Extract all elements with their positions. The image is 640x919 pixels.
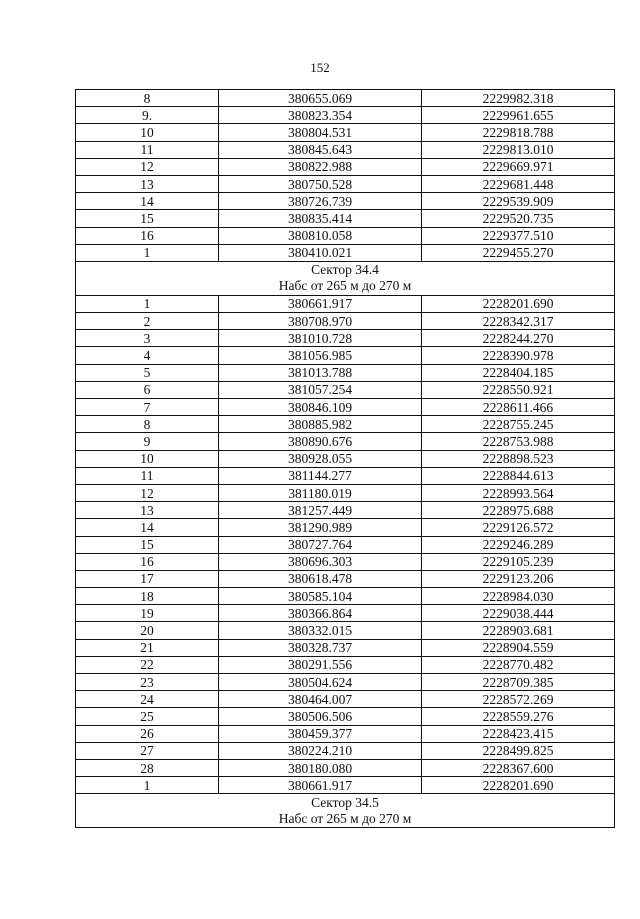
y-coordinate-cell: 2228984.030 (422, 588, 615, 605)
table-row (76, 227, 615, 244)
x-coordinate-cell: 380890.676 (219, 433, 422, 450)
point-number-cell: 6 (76, 381, 219, 398)
table-row (76, 467, 615, 484)
sector-header-row (76, 261, 615, 295)
x-coordinate-cell: 380750.528 (219, 175, 422, 192)
point-number-cell: 22 (76, 656, 219, 673)
table-row (76, 416, 615, 433)
x-coordinate-cell: 381257.449 (219, 502, 422, 519)
y-coordinate-cell: 2229539.909 (422, 193, 615, 210)
point-number-cell: 24 (76, 691, 219, 708)
point-number-cell: 8 (76, 416, 219, 433)
sector-altitude-range: Набс от 265 м до 270 м (278, 278, 412, 294)
point-number-cell: 21 (76, 639, 219, 656)
table-row (76, 570, 615, 587)
x-coordinate-cell: 380822.988 (219, 158, 422, 175)
table-row (76, 90, 615, 107)
table-row (76, 107, 615, 124)
point-number-cell: 16 (76, 227, 219, 244)
table-row (76, 502, 615, 519)
y-coordinate-cell: 2228898.523 (422, 450, 615, 467)
x-coordinate-cell: 380224.210 (219, 742, 422, 759)
y-coordinate-cell: 2228904.559 (422, 639, 615, 656)
point-number-cell: 11 (76, 467, 219, 484)
table-row (76, 622, 615, 639)
y-coordinate-cell: 2229455.270 (422, 244, 615, 261)
point-number-cell: 12 (76, 158, 219, 175)
point-number-cell: 5 (76, 364, 219, 381)
y-coordinate-cell: 2228903.681 (422, 622, 615, 639)
point-number-cell: 4 (76, 347, 219, 364)
point-number-cell: 1 (76, 295, 219, 312)
table-row (76, 759, 615, 776)
y-coordinate-cell: 2228423.415 (422, 725, 615, 742)
point-number-cell: 8 (76, 90, 219, 107)
point-number-cell: 15 (76, 536, 219, 553)
table-row (76, 450, 615, 467)
point-number-cell: 23 (76, 674, 219, 691)
y-coordinate-cell: 2229982.318 (422, 90, 615, 107)
table-row (76, 605, 615, 622)
point-number-cell: 26 (76, 725, 219, 742)
y-coordinate-cell: 2228404.185 (422, 364, 615, 381)
table-row (76, 381, 615, 398)
point-number-cell: 10 (76, 124, 219, 141)
x-coordinate-cell: 380618.478 (219, 570, 422, 587)
y-coordinate-cell: 2229377.510 (422, 227, 615, 244)
point-number-cell: 9. (76, 107, 219, 124)
x-coordinate-cell: 381144.277 (219, 467, 422, 484)
x-coordinate-cell: 380845.643 (219, 141, 422, 158)
coordinates-table-body (76, 90, 615, 828)
y-coordinate-cell: 2228201.690 (422, 295, 615, 312)
table-row (76, 193, 615, 210)
y-coordinate-cell: 2229813.010 (422, 141, 615, 158)
point-number-cell: 3 (76, 330, 219, 347)
x-coordinate-cell: 380661.917 (219, 295, 422, 312)
page-number: 152 (310, 60, 330, 75)
table-row (76, 777, 615, 794)
coordinates-table (75, 89, 615, 828)
x-coordinate-cell: 380696.303 (219, 553, 422, 570)
x-coordinate-cell: 380885.982 (219, 416, 422, 433)
table-row (76, 244, 615, 261)
table-row (76, 347, 615, 364)
point-number-cell: 13 (76, 175, 219, 192)
x-coordinate-cell: 380655.069 (219, 90, 422, 107)
y-coordinate-cell: 2228550.921 (422, 381, 615, 398)
y-coordinate-cell: 2228709.385 (422, 674, 615, 691)
sector-header-row (76, 794, 615, 828)
point-number-cell: 10 (76, 450, 219, 467)
y-coordinate-cell: 2228770.482 (422, 656, 615, 673)
x-coordinate-cell: 380726.739 (219, 193, 422, 210)
point-number-cell: 9 (76, 433, 219, 450)
point-number-cell: 1 (76, 777, 219, 794)
y-coordinate-cell: 2228244.270 (422, 330, 615, 347)
y-coordinate-cell: 2228844.613 (422, 467, 615, 484)
y-coordinate-cell: 2229126.572 (422, 519, 615, 536)
y-coordinate-cell: 2229038.444 (422, 605, 615, 622)
table-row (76, 124, 615, 141)
y-coordinate-cell: 2228201.690 (422, 777, 615, 794)
y-coordinate-cell: 2229246.289 (422, 536, 615, 553)
table-row (76, 691, 615, 708)
point-number-cell: 17 (76, 570, 219, 587)
x-coordinate-cell: 380928.055 (219, 450, 422, 467)
y-coordinate-cell: 2228611.466 (422, 399, 615, 416)
y-coordinate-cell: 2228367.600 (422, 759, 615, 776)
y-coordinate-cell: 2228993.564 (422, 484, 615, 501)
y-coordinate-cell: 2228975.688 (422, 502, 615, 519)
table-row (76, 725, 615, 742)
table-row (76, 588, 615, 605)
x-coordinate-cell: 380810.058 (219, 227, 422, 244)
y-coordinate-cell: 2228390.978 (422, 347, 615, 364)
x-coordinate-cell: 380727.764 (219, 536, 422, 553)
y-coordinate-cell: 2229105.239 (422, 553, 615, 570)
table-row (76, 158, 615, 175)
x-coordinate-cell: 380846.109 (219, 399, 422, 416)
x-coordinate-cell: 380328.737 (219, 639, 422, 656)
x-coordinate-cell: 380506.506 (219, 708, 422, 725)
y-coordinate-cell: 2229681.448 (422, 175, 615, 192)
y-coordinate-cell: 2229818.788 (422, 124, 615, 141)
table-row (76, 656, 615, 673)
table-row (76, 484, 615, 501)
x-coordinate-cell: 380180.080 (219, 759, 422, 776)
x-coordinate-cell: 380464.007 (219, 691, 422, 708)
x-coordinate-cell: 380585.104 (219, 588, 422, 605)
x-coordinate-cell: 380804.531 (219, 124, 422, 141)
table-row (76, 175, 615, 192)
x-coordinate-cell: 380291.556 (219, 656, 422, 673)
table-row (76, 330, 615, 347)
x-coordinate-cell: 380366.864 (219, 605, 422, 622)
table-row (76, 295, 615, 312)
y-coordinate-cell: 2228755.245 (422, 416, 615, 433)
table-row (76, 536, 615, 553)
point-number-cell: 7 (76, 399, 219, 416)
point-number-cell: 16 (76, 553, 219, 570)
x-coordinate-cell: 380332.015 (219, 622, 422, 639)
point-number-cell: 14 (76, 519, 219, 536)
sector-header-cell (76, 794, 615, 828)
point-number-cell: 1 (76, 244, 219, 261)
table-row (76, 639, 615, 656)
table-row (76, 399, 615, 416)
x-coordinate-cell: 380835.414 (219, 210, 422, 227)
point-number-cell: 11 (76, 141, 219, 158)
point-number-cell: 27 (76, 742, 219, 759)
x-coordinate-cell: 381057.254 (219, 381, 422, 398)
table-row (76, 742, 615, 759)
point-number-cell: 20 (76, 622, 219, 639)
x-coordinate-cell: 381290.989 (219, 519, 422, 536)
y-coordinate-cell: 2229123.206 (422, 570, 615, 587)
point-number-cell: 25 (76, 708, 219, 725)
point-number-cell: 19 (76, 605, 219, 622)
x-coordinate-cell: 381180.019 (219, 484, 422, 501)
point-number-cell: 13 (76, 502, 219, 519)
table-row (76, 519, 615, 536)
table-row (76, 313, 615, 330)
x-coordinate-cell: 380504.624 (219, 674, 422, 691)
point-number-cell: 2 (76, 313, 219, 330)
sector-altitude-range: Набс от 265 м до 270 м (278, 810, 412, 826)
sector-title: Сектор 34.4 (311, 262, 379, 278)
x-coordinate-cell: 380410.021 (219, 244, 422, 261)
y-coordinate-cell: 2229961.655 (422, 107, 615, 124)
point-number-cell: 12 (76, 484, 219, 501)
y-coordinate-cell: 2228499.825 (422, 742, 615, 759)
x-coordinate-cell: 381013.788 (219, 364, 422, 381)
table-row (76, 141, 615, 158)
y-coordinate-cell: 2228572.269 (422, 691, 615, 708)
y-coordinate-cell: 2229669.971 (422, 158, 615, 175)
point-number-cell: 15 (76, 210, 219, 227)
x-coordinate-cell: 380459.377 (219, 725, 422, 742)
x-coordinate-cell: 380708.970 (219, 313, 422, 330)
y-coordinate-cell: 2229520.735 (422, 210, 615, 227)
table-row (76, 210, 615, 227)
x-coordinate-cell: 381010.728 (219, 330, 422, 347)
sector-title: Сектор 34.5 (311, 794, 379, 810)
x-coordinate-cell: 380823.354 (219, 107, 422, 124)
y-coordinate-cell: 2228559.276 (422, 708, 615, 725)
table-row (76, 364, 615, 381)
sector-header-cell (76, 261, 615, 295)
table-row (76, 433, 615, 450)
point-number-cell: 14 (76, 193, 219, 210)
y-coordinate-cell: 2228342.317 (422, 313, 615, 330)
x-coordinate-cell: 380661.917 (219, 777, 422, 794)
point-number-cell: 18 (76, 588, 219, 605)
x-coordinate-cell: 381056.985 (219, 347, 422, 364)
table-row (76, 708, 615, 725)
y-coordinate-cell: 2228753.988 (422, 433, 615, 450)
point-number-cell: 28 (76, 759, 219, 776)
table-row (76, 674, 615, 691)
table-row (76, 553, 615, 570)
